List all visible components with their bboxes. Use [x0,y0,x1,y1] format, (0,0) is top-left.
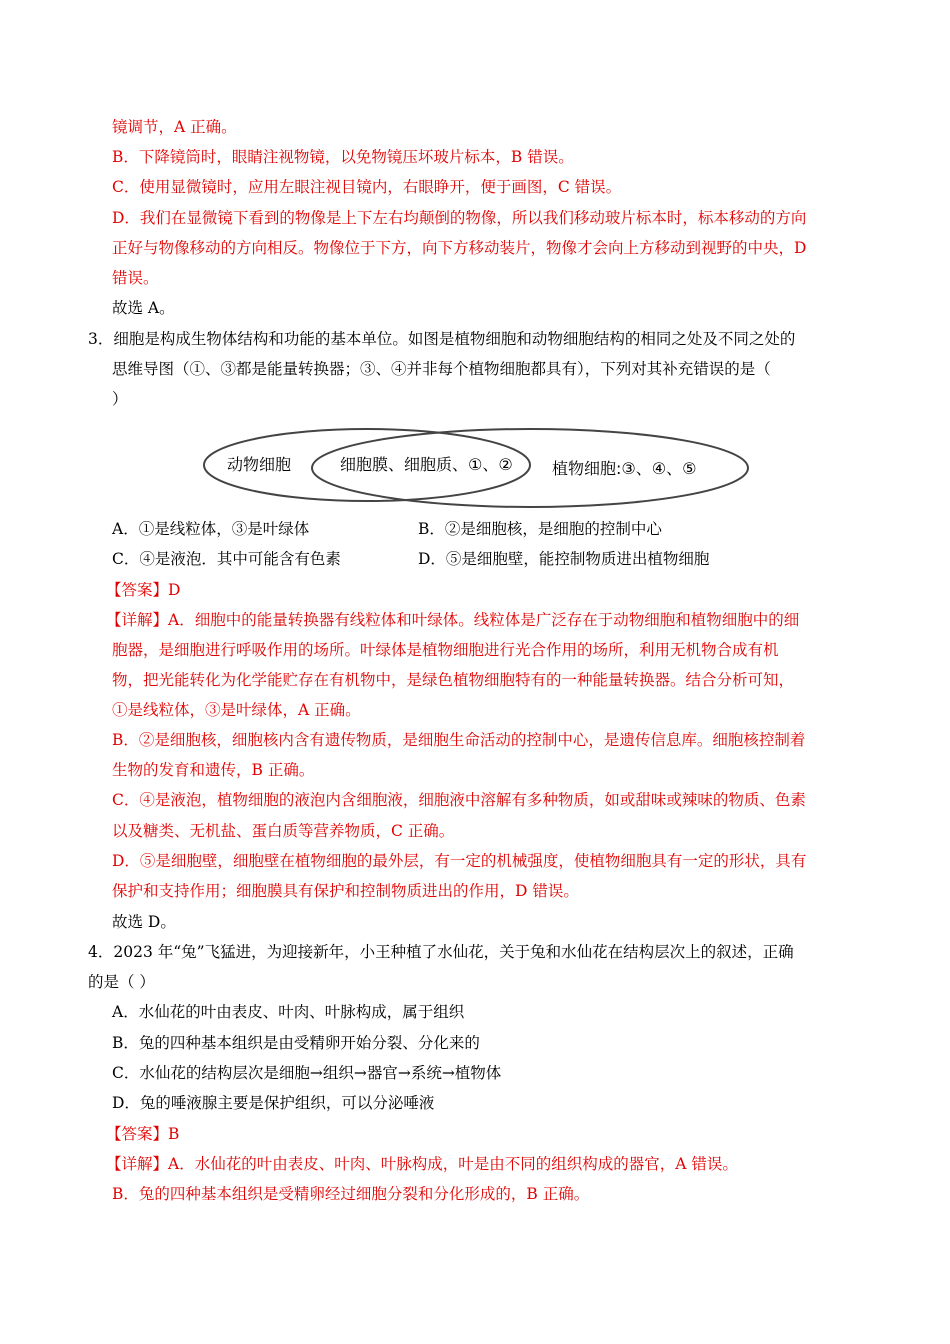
q3-explain-line: C．④是液泡，植物细胞的液泡内含细胞液，细胞液中溶解有多种物质，如或甜味或辣味的物质、色素 [112,791,806,809]
q3-explain-line: B．②是细胞核，细胞核内含有遗传物质，是细胞生命活动的控制中心，是遗传信息库。细胞核控制着 [112,731,806,749]
q3-option-c: C．④是液泡．其中可能含有色素 [112,550,341,568]
q3-stem-line: ） [112,390,128,408]
cell-venn-diagram [195,425,755,510]
q2-explain-line: 错误。 [112,269,159,287]
q2-explain-line: B．下降镜筒时，眼睛注视物镜，以免物镜压坏玻片标本，B 错误。 [112,148,574,166]
q3-option-b: B．②是细胞核，是细胞的控制中心 [418,520,662,538]
q4-explain-line: 【详解】A．水仙花的叶由表皮、叶肉、叶脉构成，叶是由不同的组织构成的器官，A 错误。 [106,1155,738,1173]
q4-stem-line: 4．2023 年“兔”飞猛进，为迎接新年，小王种植了水仙花，关于兔和水仙花在结构层次上的叙述，正确 [88,943,794,961]
q4-option-a: A．水仙花的叶由表皮、叶肉、叶脉构成，属于组织 [112,1003,465,1021]
q2-explain-line: D．我们在显微镜下看到的物像是上下左右均颠倒的物像，所以我们移动玻片标本时，标本移动的方向 [112,209,807,227]
common-structures-label: 细胞膜、细胞质、①、② [340,455,513,474]
q2-explain-line: C．使用显微镜时，应用左眼注视目镜内，右眼睁开，便于画图，C 错误。 [112,178,622,196]
q4-explain-line: B．兔的四种基本组织是受精卵经过细胞分裂和分化形成的，B 正确。 [112,1185,590,1203]
q3-explain-line: D．⑤是细胞壁，细胞壁在植物细胞的最外层，有一定的机械强度，使植物细胞具有一定的形状，具有 [112,852,807,870]
q2-explain-line: 正好与物像移动的方向相反。物像位于下方，向下方移动装片，物像才会向上方移动到视野的中央，D [112,239,807,257]
q3-stem-line: 思维导图（①、③都是能量转换器；③、④并非每个植物细胞都具有），下列对其补充错误的是（ [112,360,771,378]
q3-explain-line: 保护和支持作用；细胞膜具有保护和控制物质进出的作用，D 错误。 [112,882,579,900]
q4-answer: 【答案】B [106,1125,180,1143]
q4-option-c: C．水仙花的结构层次是细胞→组织→器官→系统→植物体 [112,1064,502,1082]
q3-answer: 【答案】D [106,581,181,599]
plant-cell-label: 植物细胞:③、④、⑤ [552,459,697,478]
animal-cell-label: 动物细胞 [227,455,292,474]
q4-option-d: D．兔的唾液腺主要是保护组织，可以分泌唾液 [112,1094,435,1112]
q3-explain-line: 物，把光能转化为化学能贮存在有机物中，是绿色植物细胞特有的一种能量转换器。结合分析可知， [112,671,795,689]
q2-conclusion: 故选 A。 [112,299,175,317]
q3-conclusion: 故选 D。 [112,913,176,931]
q3-option-d: D．⑤是细胞壁，能控制物质进出植物细胞 [418,550,710,568]
q4-stem-line: 的是（ ） [88,973,155,991]
q3-explain-line: 以及糖类、无机盐、蛋白质等营养物质，C 正确。 [112,822,455,840]
q2-explain-line: 镜调节，A 正确。 [112,118,237,136]
q3-explain-line: 胞器，是细胞进行呼吸作用的场所。叶绿体是植物细胞进行光合作用的场所，利用无机物合成有机 [112,641,779,659]
q3-explain-line: 【详解】A．细胞中的能量转换器有线粒体和叶绿体。线粒体是广泛存在于动物细胞和植物细胞中的细 [106,611,800,629]
q3-explain-line: ①是线粒体，③是叶绿体，A 正确。 [112,701,361,719]
q3-stem-line: 3．细胞是构成生物体结构和功能的基本单位。如图是植物细胞和动物细胞结构的相同之处及不同之处的 [88,330,796,348]
q4-option-b: B．兔的四种基本组织是由受精卵开始分裂、分化来的 [112,1034,480,1052]
q3-option-a: A．①是线粒体，③是叶绿体 [112,520,310,538]
q3-explain-line: 生物的发育和遗传，B 正确。 [112,761,315,779]
